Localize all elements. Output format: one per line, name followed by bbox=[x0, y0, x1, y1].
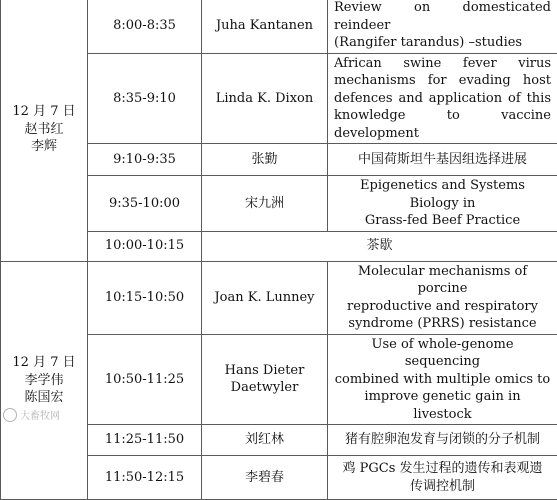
topic-line: 中国荷斯坦牛基因组选择进展 bbox=[334, 151, 551, 169]
watermark-text: 大畜牧网 bbox=[20, 411, 60, 422]
topic-cell bbox=[328, 176, 557, 232]
time-cell: 11:25-11:50 bbox=[88, 425, 202, 456]
topic-cell bbox=[328, 261, 557, 334]
topic-cell bbox=[328, 53, 557, 144]
time-cell: 8:35-9:10 bbox=[88, 53, 202, 144]
topic-line: improve genetic gain in livestock bbox=[334, 388, 551, 423]
speaker-line: Hans Dieter bbox=[208, 362, 321, 380]
topic-line: Grass-fed Beef Practice bbox=[334, 212, 551, 230]
topic-line: Molecular mechanisms of porcine bbox=[334, 263, 551, 298]
topic-line: reproductive and respiratory bbox=[334, 298, 551, 316]
time-cell: 10:00-10:15 bbox=[88, 231, 202, 261]
table-row bbox=[1, 0, 557, 53]
topic-line: African swine fever virus bbox=[334, 55, 551, 73]
topic-line: combined with multiple omics to bbox=[334, 371, 551, 389]
topic-line: 鸡 PGCs 发生过程的遗传和表观遗 bbox=[334, 460, 551, 478]
time-cell: 8:00-8:35 bbox=[88, 0, 202, 53]
watermark bbox=[3, 407, 60, 422]
speaker-cell: Juha Kantanen bbox=[202, 0, 328, 53]
time-cell: 11:50-12:15 bbox=[88, 456, 202, 500]
session-date: 12 月 7 日 bbox=[7, 103, 81, 121]
time-cell: 10:50-11:25 bbox=[88, 334, 202, 425]
topic-line: Review on domesticated reindeer bbox=[334, 0, 551, 34]
session-chair-name: 赵书红 bbox=[7, 121, 81, 139]
session-chair-name: 李学伟 bbox=[7, 372, 81, 390]
speaker-cell bbox=[202, 334, 328, 425]
topic-line: defences and application of this bbox=[334, 90, 551, 108]
session-chair-name: 陈国宏 bbox=[7, 389, 81, 407]
speaker-cell: 李碧春 bbox=[202, 456, 328, 500]
topic-line: mechanisms for evading host bbox=[334, 72, 551, 90]
time-cell: 9:10-9:35 bbox=[88, 144, 202, 176]
tea-break-cell: 茶歇 bbox=[202, 231, 557, 261]
topic-line: (Rangifer tarandus) –studies bbox=[334, 34, 551, 52]
topic-cell bbox=[328, 0, 557, 53]
topic-line: knowledge to vaccine development bbox=[334, 107, 551, 142]
speaker-cell: Joan K. Lunney bbox=[202, 261, 328, 334]
topic-cell bbox=[328, 456, 557, 500]
session-date: 12 月 7 日 bbox=[7, 354, 81, 372]
topic-line: syndrome (PRRS) resistance bbox=[334, 315, 551, 333]
watermark-logo-icon bbox=[3, 408, 17, 422]
table-row bbox=[1, 261, 557, 334]
topic-line: 猪有腔卵泡发育与闭锁的分子机制 bbox=[334, 431, 551, 449]
speaker-line: Daetwyler bbox=[208, 379, 321, 397]
topic-cell bbox=[328, 425, 557, 456]
session-chair-cell bbox=[1, 261, 88, 500]
time-cell: 9:35-10:00 bbox=[88, 176, 202, 232]
topic-line: Use of whole-genome sequencing bbox=[334, 336, 551, 371]
speaker-cell: 宋九洲 bbox=[202, 176, 328, 232]
topic-cell bbox=[328, 334, 557, 425]
speaker-cell: 张勤 bbox=[202, 144, 328, 176]
time-cell: 10:15-10:50 bbox=[88, 261, 202, 334]
topic-line: 传调控机制 bbox=[334, 478, 551, 496]
speaker-cell: 刘红林 bbox=[202, 425, 328, 456]
session-chair-name: 李辉 bbox=[7, 138, 81, 156]
session-chair-cell bbox=[1, 0, 88, 261]
speaker-cell: Linda K. Dixon bbox=[202, 53, 328, 144]
topic-line: Epigenetics and Systems Biology in bbox=[334, 177, 551, 212]
topic-cell bbox=[328, 144, 557, 176]
